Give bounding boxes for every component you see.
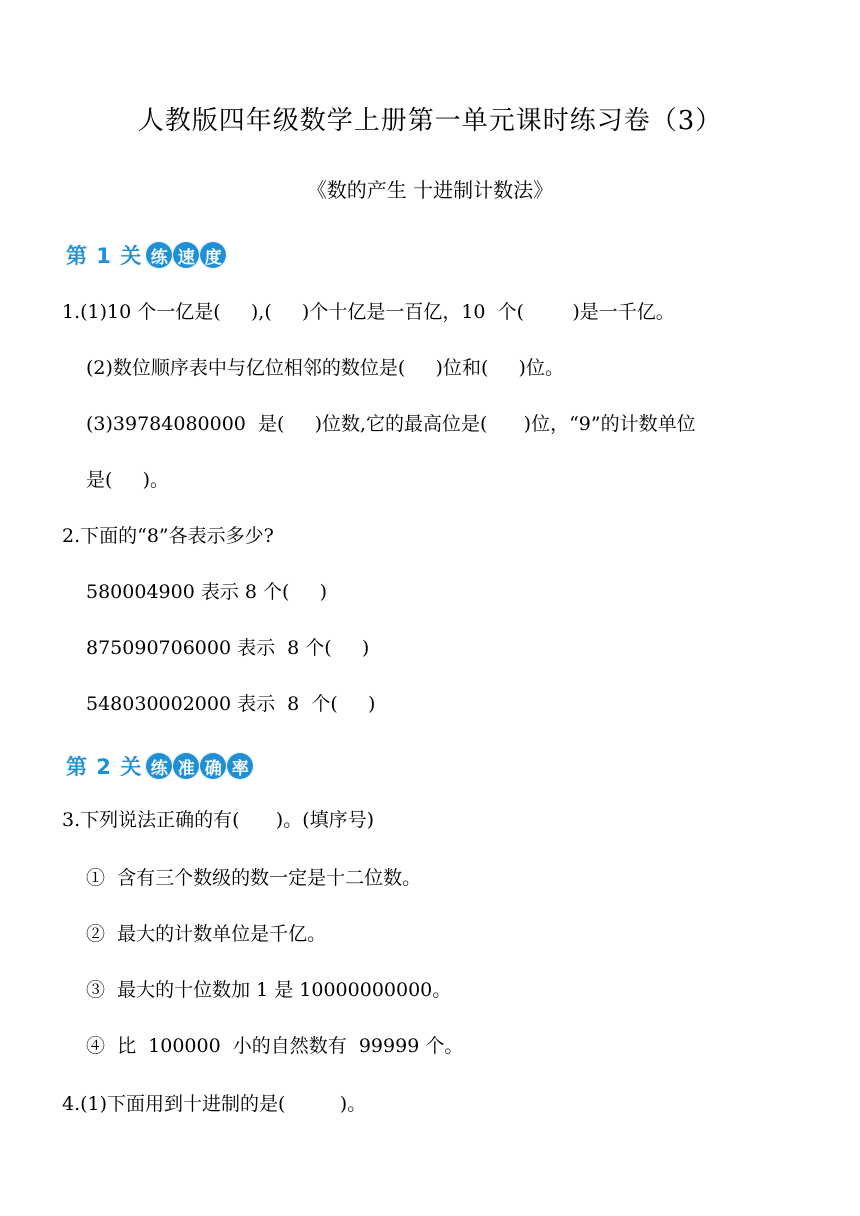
question-3-option-1: ① 含有三个数级的数一定是十二位数。 <box>86 867 422 889</box>
stage-2-char: 确 <box>199 752 227 780</box>
page-title: 人教版四年级数学上册第一单元课时练习卷（3） <box>137 106 723 136</box>
stage-1-char: 度 <box>199 241 227 269</box>
stage-1-banner <box>66 238 227 272</box>
question-1-part-3-cont: 是( )。 <box>86 469 170 491</box>
question-3-stem: 3.下列说法正确的有( )。(填序号) <box>62 809 375 831</box>
question-4-stem: 4.(1)下面用到十进制的是( )。 <box>62 1093 367 1115</box>
stage-2-label: 第 2 关 <box>66 755 143 779</box>
question-1-part-1: 1.(1)10 个一亿是( ),( )个十亿是一百亿，10 个( )是一千亿。 <box>62 301 675 323</box>
question-1-part-2: (2)数位顺序表中与亿位相邻的数位是( )位和( )位。 <box>86 357 564 379</box>
question-2-item-3: 548030002000 表示 8 个( ) <box>86 693 376 715</box>
stage-2-banner <box>66 749 254 783</box>
stage-2-char: 练 <box>145 752 173 780</box>
stage-2-char: 率 <box>226 752 254 780</box>
question-1-part-3: (3)39784080000 是( )位数,它的最高位是( )位，“9”的计数单位 <box>86 413 696 435</box>
question-3-option-3: ③ 最大的十位数加 1 是 10000000000。 <box>86 979 452 1001</box>
question-2-item-1: 580004900 表示 8 个( ) <box>86 581 328 603</box>
question-2-item-2: 875090706000 表示 8 个( ) <box>86 637 370 659</box>
stage-1-label: 第 1 关 <box>66 244 143 268</box>
question-2-stem: 2.下面的“8”各表示多少? <box>62 525 274 547</box>
question-3-option-4: ④ 比 100000 小的自然数有 99999 个。 <box>86 1035 464 1057</box>
question-3-option-2: ② 最大的计数单位是千亿。 <box>86 923 327 945</box>
stage-1-char: 速 <box>172 241 200 269</box>
stage-1-char: 练 <box>145 241 173 269</box>
stage-2-char: 准 <box>172 752 200 780</box>
page-subtitle: 《数的产生 十进制计数法》 <box>306 178 554 202</box>
